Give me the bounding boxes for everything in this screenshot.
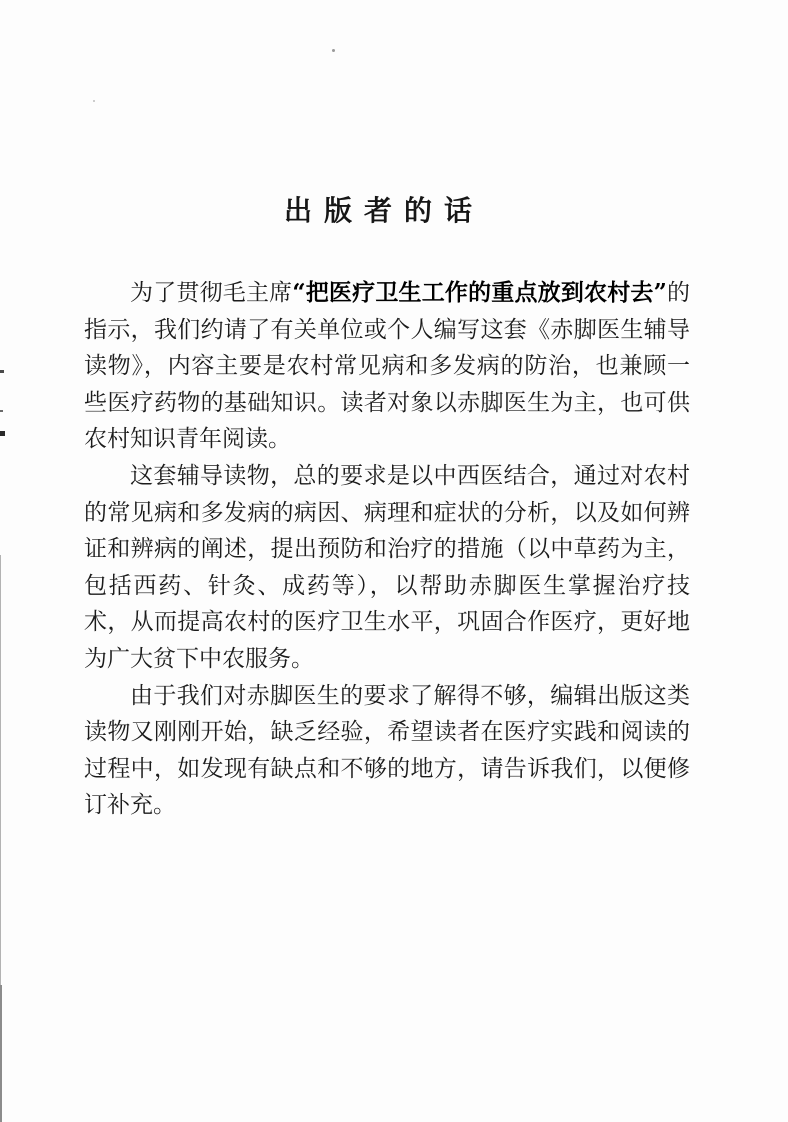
text-segment: 为了贯彻毛主席 [130,280,293,306]
scan-edge-tick [0,410,3,412]
text-line [84,385,690,422]
emphasis-quote-text: “把医疗卫生工作的重点放到农村去” [292,279,667,306]
text-line [84,421,690,458]
text-line [84,348,690,385]
text-segment: 订补充。 [84,792,176,819]
scan-edge-line [0,985,2,1122]
text-segment: 这套辅导读物，总的要求是以中西医结合，通过对农村 [130,462,690,489]
text-segment: 农村知识青年阅读。 [84,426,291,453]
text-line [84,568,690,605]
text-line [84,787,690,824]
scan-speck-left [93,100,95,102]
text-segment: 包括西药、针灸、成药等），以帮助赤脚医生掌握治疗技 [84,572,690,599]
text-line [84,641,690,678]
scan-edge-line [0,555,1,985]
text-segment: 读物又刚刚开始，缺乏经验，希望读者在医疗实践和阅读的 [84,719,690,746]
text-line [84,312,690,349]
scan-edge-tick [0,431,5,436]
text-segment: 为广大贫下中农服务。 [84,645,314,672]
text-line [84,531,690,568]
page-title: 出版者的话 [284,194,485,227]
text-segment: 由于我们对赤脚医生的要求了解得不够，编辑出版这类 [130,682,690,709]
text-segment: 些医疗药物的基础知识。读者对象以赤脚医生为主，也可供 [84,389,690,416]
text-segment: 证和辨病的阐述，提出预防和治疗的措施（以中草药为主， [84,536,690,563]
text-segment: 术，从而提高农村的医疗卫生水平，巩固合作医疗，更好地 [84,609,690,636]
scan-edge-tick [0,370,4,373]
text-line [84,275,690,312]
text-segment: 指示，我们约请了有关单位或个人编写这套《赤脚医生辅导 [84,316,690,343]
text-line [84,458,690,495]
text-line [84,751,690,788]
text-line [84,495,690,532]
text-segment: 的常见病和多发病的病因、病理和症状的分析，以及如何辨 [84,499,690,526]
text-line [84,714,690,751]
text-segment: 的 [666,280,691,306]
text-segment: 读物》，内容主要是农村常见病和多发病的防治，也兼顾一 [84,353,690,380]
text-segment: 过程中，如发现有缺点和不够的地方，请告诉我们，以便修 [84,755,690,782]
scan-speck-top [332,49,335,52]
text-line [84,678,690,715]
body-text [84,275,690,824]
text-line [84,604,690,641]
